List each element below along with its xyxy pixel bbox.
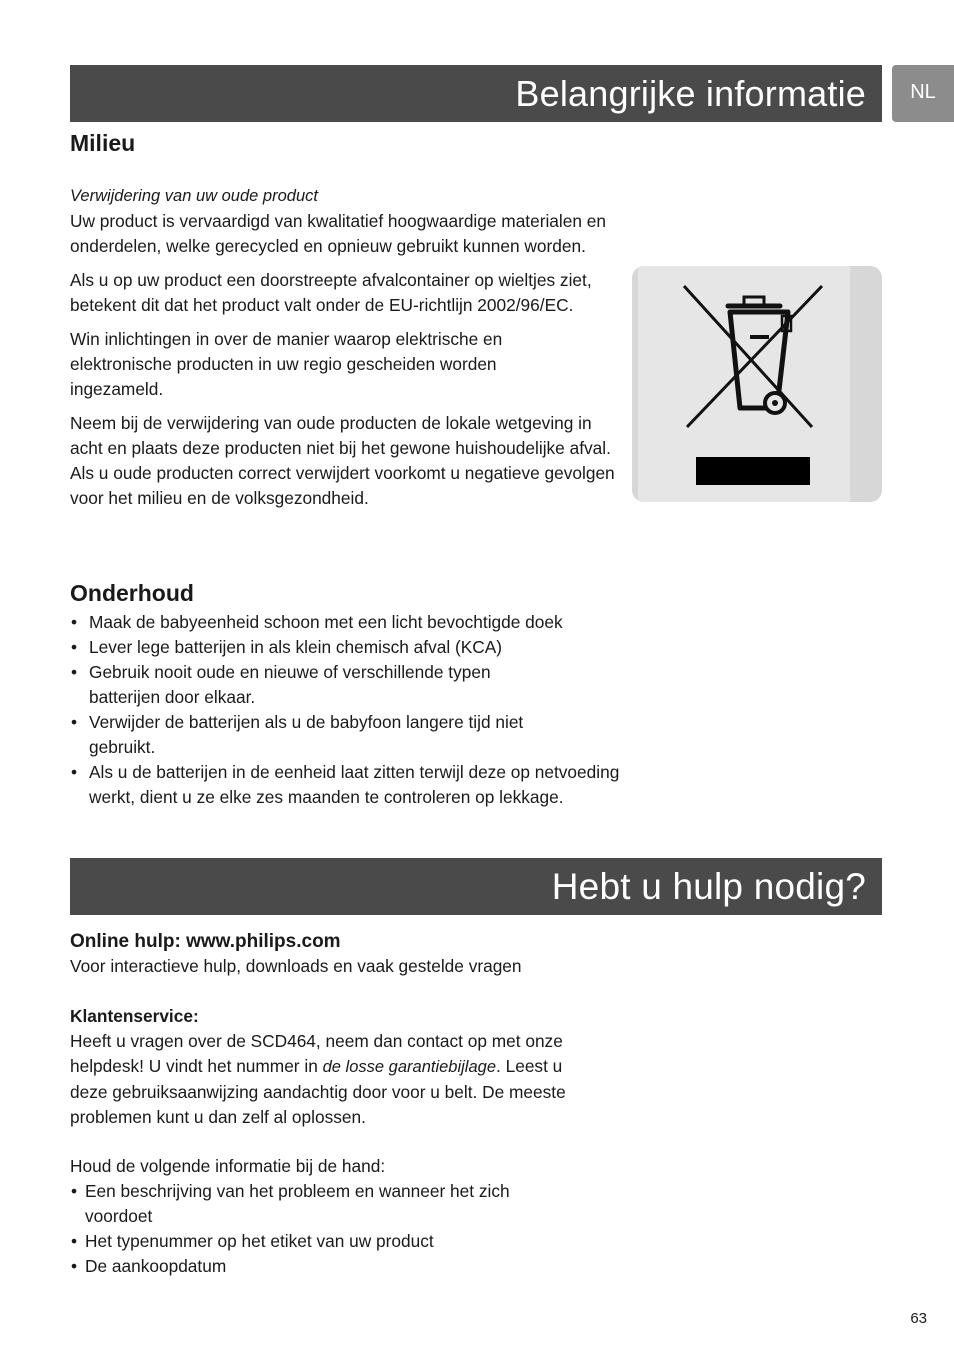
- info-intro: Houd de volgende informatie bij de hand:: [70, 1156, 386, 1176]
- onderhoud-list: [70, 610, 620, 810]
- list-item: • Het typenummer op het etiket van uw product: [70, 1229, 550, 1254]
- milieu-content: [70, 184, 615, 511]
- list-item: • Verwijder de batterijen als u de babyfoon langere tijd niet gebruikt.: [70, 710, 589, 760]
- milieu-paragraph: Neem bij de verwijdering van oude producten de lokale wetgeving in acht en plaats deze producten niet bij het gewone huishoudelijke afval. Als u oude producten correct verwijdert voorkomt u negatieve gevolgen voor het milieu en de volksgezondheid.: [70, 413, 615, 508]
- list-item: • Een beschrijving van het probleem en wanneer het zich voordoet: [70, 1179, 550, 1229]
- info-list: [70, 1179, 550, 1279]
- warranty-reference: de losse garantiebijlage: [322, 1058, 496, 1076]
- milieu-heading: Milieu: [70, 130, 136, 156]
- crossed-out-wheelie-bin-icon: [632, 266, 882, 502]
- list-item: • Maak de babyeenheid schoon met een licht bevochtigde doek: [70, 610, 615, 635]
- page-title: Belangrijke informatie: [515, 72, 866, 114]
- milieu-paragraph: Win inlichtingen in over de manier waarop elektrische en elektronische producten in uw regio gescheiden worden ingezameld.: [70, 329, 503, 399]
- milieu-subheading: Verwijdering van uw oude product: [70, 187, 318, 205]
- weee-symbol-image: [632, 266, 882, 502]
- online-help-heading: Online hulp: www.philips.com: [70, 931, 341, 952]
- list-item: • Als u de batterijen in de eenheid laat zitten terwijl deze op netvoeding werkt, dient u ze elke zes maanden te controleren op lekkage.: [70, 760, 629, 810]
- customer-service-text: Heeft u vragen over de SCD464, neem dan contact op met onze helpdesk! U vindt het nummer in de losse garantiebijlage. Leest u deze gebruiksaanwijzing aandachtig door voor u belt. De meeste problemen kunt u dan zelf al oplossen.: [70, 1031, 566, 1127]
- help-title: Hebt u hulp nodig?: [551, 865, 866, 907]
- page-number: 63: [910, 1310, 927, 1327]
- milieu-paragraph: Uw product is vervaardigd van kwalitatief hoogwaardige materialen en onderdelen, welke gerecycled en opnieuw gebruikt kunnen worden.: [70, 211, 607, 256]
- onderhoud-content: [70, 610, 620, 810]
- list-item: • Gebruik nooit oude en nieuwe of verschillende typen batterijen door elkaar.: [70, 660, 549, 710]
- milieu-paragraph: Als u op uw product een doorstreepte afvalcontainer op wieltjes ziet, betekent dit dat het product valt onder de EU-richtlijn 2002/96/EC.: [70, 270, 592, 315]
- customer-service-heading: Klantenservice:: [70, 1006, 199, 1026]
- section-banner-important-info: [70, 65, 882, 122]
- onderhoud-heading: Onderhoud: [70, 580, 194, 606]
- online-help-text: Voor interactieve hulp, downloads en vaak gestelde vragen: [70, 956, 522, 976]
- section-banner-help: [70, 858, 882, 915]
- list-item: • Lever lege batterijen in als klein chemisch afval (KCA): [70, 635, 615, 660]
- language-tab: NL: [892, 65, 954, 122]
- list-item: • De aankoopdatum: [70, 1254, 550, 1279]
- help-content: [70, 929, 615, 1279]
